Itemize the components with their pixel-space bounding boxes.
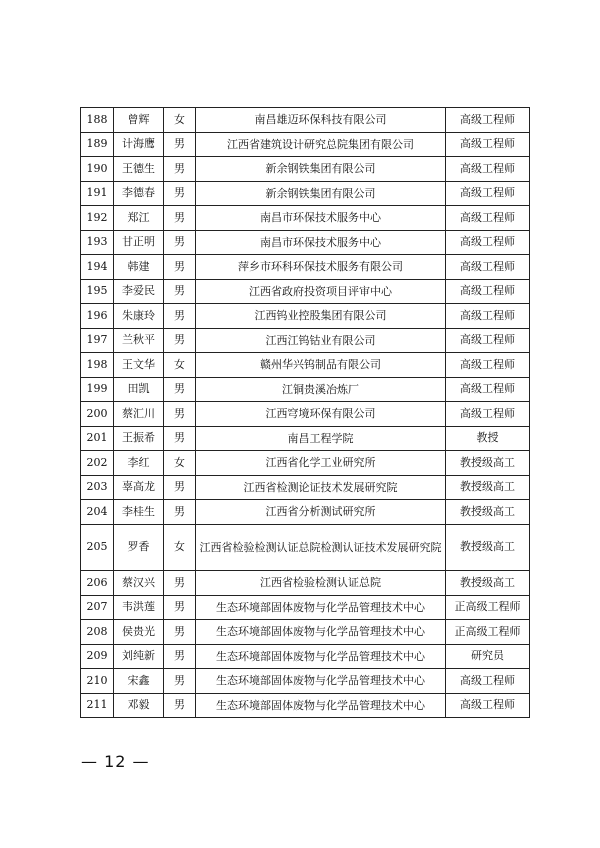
person-name-cell: 李桂生 [114,500,164,525]
gender-cell: 男 [164,279,196,304]
job-title-cell: 高级工程师 [446,669,530,694]
gender-cell: 男 [164,132,196,157]
gender-cell: 男 [164,206,196,231]
job-title-cell: 高级工程师 [446,279,530,304]
person-name-cell: 田凯 [114,377,164,402]
table-row [81,108,530,133]
gender-cell: 男 [164,620,196,645]
gender-cell: 男 [164,669,196,694]
row-number-cell: 203 [81,475,114,500]
gender-cell: 男 [164,426,196,451]
organization-cell: 江铜贵溪冶炼厂 [196,377,446,402]
row-number-cell: 197 [81,328,114,353]
organization-cell: 江西省政府投资项目评审中心 [196,279,446,304]
organization-cell: 江西省检测论证技术发展研究院 [196,475,446,500]
person-name-cell: 侯贵光 [114,620,164,645]
job-title-cell: 正高级工程师 [446,595,530,620]
row-number-cell: 199 [81,377,114,402]
row-number-cell: 201 [81,426,114,451]
gender-cell: 女 [164,353,196,378]
table-row [81,500,530,525]
table-row [81,377,530,402]
job-title-cell: 教授级高工 [446,571,530,596]
gender-cell: 男 [164,328,196,353]
job-title-cell: 高级工程师 [446,230,530,255]
organization-cell: 南昌市环保技术服务中心 [196,230,446,255]
row-number-cell: 209 [81,644,114,669]
table-row [81,571,530,596]
person-name-cell: 罗香 [114,524,164,571]
table-row [81,524,530,571]
job-title-cell: 教授级高工 [446,524,530,571]
job-title-cell: 高级工程师 [446,157,530,182]
person-name-cell: 李红 [114,451,164,476]
gender-cell: 男 [164,402,196,427]
table-row [81,669,530,694]
job-title-cell: 教授级高工 [446,451,530,476]
gender-cell: 男 [164,181,196,206]
gender-cell: 男 [164,500,196,525]
table-row [81,620,530,645]
person-name-cell: 王德生 [114,157,164,182]
row-number-cell: 191 [81,181,114,206]
row-number-cell: 192 [81,206,114,231]
job-title-cell: 高级工程师 [446,328,530,353]
table-row [81,328,530,353]
table-row [81,279,530,304]
job-title-cell: 高级工程师 [446,304,530,329]
organization-cell: 生态环境部固体废物与化学品管理技术中心 [196,595,446,620]
organization-cell: 新余钢铁集团有限公司 [196,181,446,206]
person-name-cell: 朱康玲 [114,304,164,329]
table-row [81,304,530,329]
person-name-cell: 王振希 [114,426,164,451]
row-number-cell: 188 [81,108,114,133]
organization-cell: 南昌工程学院 [196,426,446,451]
organization-cell: 江西省化学工业研究所 [196,451,446,476]
person-name-cell: 李爱民 [114,279,164,304]
gender-cell: 男 [164,230,196,255]
table-row [81,451,530,476]
person-name-cell: 曾辉 [114,108,164,133]
person-name-cell: 甘正明 [114,230,164,255]
person-name-cell: 韦洪莲 [114,595,164,620]
organization-cell: 赣州华兴钨制品有限公司 [196,353,446,378]
organization-cell: 新余钢铁集团有限公司 [196,157,446,182]
row-number-cell: 207 [81,595,114,620]
row-number-cell: 189 [81,132,114,157]
organization-cell: 江西江钨钴业有限公司 [196,328,446,353]
person-name-cell: 宋鑫 [114,669,164,694]
job-title-cell: 正高级工程师 [446,620,530,645]
gender-cell: 男 [164,595,196,620]
organization-cell: 南昌市环保技术服务中心 [196,206,446,231]
job-title-cell: 高级工程师 [446,255,530,280]
person-name-cell: 邓毅 [114,693,164,718]
row-number-cell: 208 [81,620,114,645]
person-name-cell: 王文华 [114,353,164,378]
organization-cell: 江西穹境环保有限公司 [196,402,446,427]
person-name-cell: 刘纯新 [114,644,164,669]
gender-cell: 男 [164,475,196,500]
table-row [81,426,530,451]
table-row [81,230,530,255]
row-number-cell: 190 [81,157,114,182]
row-number-cell: 202 [81,451,114,476]
person-name-cell: 蔡汇川 [114,402,164,427]
job-title-cell: 高级工程师 [446,108,530,133]
row-number-cell: 193 [81,230,114,255]
gender-cell: 男 [164,377,196,402]
table-row [81,206,530,231]
organization-cell: 江西省建筑设计研究总院集团有限公司 [196,132,446,157]
job-title-cell: 高级工程师 [446,132,530,157]
organization-cell: 萍乡市环科环保技术服务有限公司 [196,255,446,280]
organization-cell: 生态环境部固体废物与化学品管理技术中心 [196,644,446,669]
table-row [81,255,530,280]
organization-cell: 生态环境部固体废物与化学品管理技术中心 [196,620,446,645]
gender-cell: 男 [164,571,196,596]
gender-cell: 女 [164,108,196,133]
job-title-cell: 高级工程师 [446,377,530,402]
row-number-cell: 196 [81,304,114,329]
table-row [81,402,530,427]
page-number: — 12 — [81,752,150,771]
table-row [81,157,530,182]
person-name-cell: 李德春 [114,181,164,206]
table-row [81,475,530,500]
gender-cell: 男 [164,255,196,280]
row-number-cell: 204 [81,500,114,525]
row-number-cell: 195 [81,279,114,304]
organization-cell: 生态环境部固体废物与化学品管理技术中心 [196,669,446,694]
table-row [81,644,530,669]
gender-cell: 女 [164,451,196,476]
row-number-cell: 205 [81,524,114,571]
person-name-cell: 郑江 [114,206,164,231]
person-name-cell: 辜高龙 [114,475,164,500]
expert-list-table [80,107,530,718]
table-row [81,595,530,620]
person-name-cell: 兰秋平 [114,328,164,353]
row-number-cell: 194 [81,255,114,280]
organization-cell: 江西省检验检测认证总院检测认证技术发展研究院 [196,524,446,571]
person-name-cell: 韩建 [114,255,164,280]
job-title-cell: 教授级高工 [446,500,530,525]
job-title-cell: 高级工程师 [446,693,530,718]
gender-cell: 女 [164,524,196,571]
table-body [81,108,530,718]
gender-cell: 男 [164,693,196,718]
organization-cell: 南昌雄迈环保科技有限公司 [196,108,446,133]
table-row [81,693,530,718]
job-title-cell: 教授级高工 [446,475,530,500]
row-number-cell: 210 [81,669,114,694]
organization-cell: 生态环境部固体废物与化学品管理技术中心 [196,693,446,718]
job-title-cell: 高级工程师 [446,353,530,378]
job-title-cell: 高级工程师 [446,206,530,231]
gender-cell: 男 [164,157,196,182]
table-row [81,353,530,378]
row-number-cell: 206 [81,571,114,596]
table-row [81,181,530,206]
table-row [81,132,530,157]
job-title-cell: 教授 [446,426,530,451]
row-number-cell: 198 [81,353,114,378]
gender-cell: 男 [164,304,196,329]
job-title-cell: 高级工程师 [446,402,530,427]
organization-cell: 江西钨业控股集团有限公司 [196,304,446,329]
row-number-cell: 200 [81,402,114,427]
person-name-cell: 计海鹰 [114,132,164,157]
row-number-cell: 211 [81,693,114,718]
gender-cell: 男 [164,644,196,669]
job-title-cell: 高级工程师 [446,181,530,206]
job-title-cell: 研究员 [446,644,530,669]
organization-cell: 江西省检验检测认证总院 [196,571,446,596]
person-name-cell: 蔡汉兴 [114,571,164,596]
organization-cell: 江西省分析测试研究所 [196,500,446,525]
